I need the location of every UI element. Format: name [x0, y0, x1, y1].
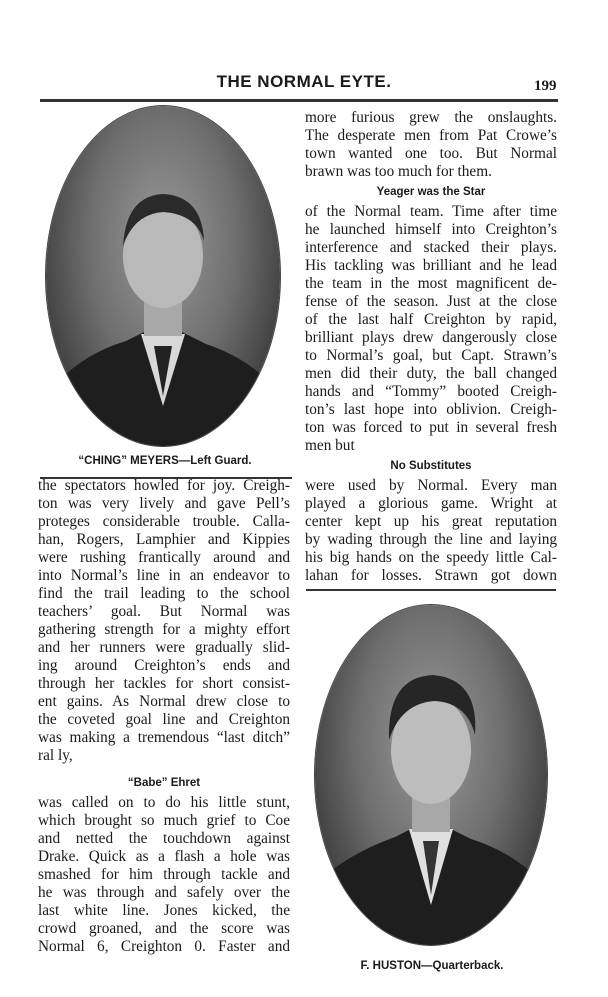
text-line: town wanted one too. But Normal	[305, 145, 557, 162]
photo-caption-right: F. HUSTON—Quarterback.	[360, 960, 504, 972]
text-line: the team in the most magnificent de-	[305, 275, 557, 292]
text-line: proteges considerable trouble. Calla-	[38, 513, 290, 530]
text-line: interference and stacked their plays.	[305, 239, 557, 256]
text-line: were used by Normal. Every man	[305, 477, 557, 494]
text-line: men did their duty, the ball changed	[305, 365, 557, 382]
text-line: ing around Creighton’s ends and	[38, 657, 290, 674]
text-line: last white line. Jones kicked, the	[38, 902, 290, 919]
text-line: ral ly,	[38, 747, 73, 764]
section-subheading: “Babe” Ehret	[127, 777, 201, 789]
text-line: was called on to do his little stunt,	[38, 794, 290, 811]
text-line: more furious grew the onslaughts.	[305, 109, 557, 126]
text-line: the spectators howled for joy. Creigh-	[38, 477, 290, 494]
text-line: brawn was too much for them.	[305, 163, 492, 180]
text-line: the coveted goal line and Creighton	[38, 711, 290, 728]
text-line: His tackling was brilliant and he lead	[305, 257, 557, 274]
text-line: center kept up his great reputation	[305, 513, 557, 530]
text-line: and netted the touchdown against	[38, 830, 290, 847]
header-rule	[40, 99, 558, 102]
right-column-rule	[306, 589, 556, 591]
text-line: find the trail leading to the school	[38, 585, 290, 602]
text-line: hands and “Tommy” booted Creigh-	[305, 383, 557, 400]
text-line: Drake. Quick as a flash a hole was	[38, 848, 290, 865]
text-line: played a glorious game. Wright at	[305, 495, 557, 512]
text-line: and her runners were gradually slid-	[38, 639, 290, 656]
left-column-text-1	[38, 477, 290, 765]
text-line: he launched himself into Creighton’s	[305, 221, 557, 238]
text-line: to Normal’s goal, but Capt. Strawn’s	[305, 347, 557, 364]
section-subheading: No Substitutes	[390, 460, 472, 472]
text-line: The desperate men from Pat Crowe’s	[305, 127, 557, 144]
left-column-text-2	[38, 772, 290, 956]
text-line: was making a tremendous “last ditch”	[38, 729, 290, 746]
text-line: were rushing frantically around and	[38, 549, 290, 566]
portrait-huston	[315, 605, 547, 945]
text-line: of the last half Creighton by rapid,	[305, 311, 557, 328]
text-line: lahan for losses. Strawn got down	[305, 567, 557, 584]
text-line: his big hands on the speedy little Cal-	[305, 549, 557, 566]
text-line: he was through and safely over the	[38, 884, 290, 901]
text-line: smashed for him through tackle and	[38, 866, 290, 883]
text-line: gathering strength for a mighty effort	[38, 621, 290, 638]
text-line: brilliant plays drew dangerously close	[305, 329, 557, 346]
text-line: teachers’ goal. But Normal was	[38, 603, 290, 620]
text-line: ton’s last hope into oblivion. Creigh-	[305, 401, 557, 418]
text-line: through her tackles for short consist-	[38, 675, 290, 692]
section-subheading: Yeager was the Star	[376, 186, 486, 198]
portrait-meyers	[46, 106, 280, 446]
photo-caption-left: “CHING” MEYERS—Left Guard.	[78, 455, 252, 467]
text-line: into Normal’s line in an endeavor to	[38, 567, 290, 584]
portrait-figure-icon	[315, 605, 547, 945]
text-line: han, Rogers, Lamphier and Kippies	[38, 531, 290, 548]
text-line: ent gains. As Normal drew close to	[38, 693, 290, 710]
text-line: Normal 6, Creighton 0. Faster and	[38, 938, 290, 955]
journal-title: THE NORMAL EYTE.	[216, 72, 392, 91]
text-line: ton was forced to put in several fresh	[305, 419, 557, 436]
text-line: fense of the season. Just at the close	[305, 293, 557, 310]
text-line: crowd groaned, and the score was	[38, 920, 290, 937]
text-line: by wading through the line and laying	[305, 531, 557, 548]
text-line: men but	[305, 437, 355, 454]
text-line: which brought so much grief to Coe	[38, 812, 290, 829]
page-number: 199	[534, 78, 557, 94]
text-line: ton was very lively and gave Pell’s	[38, 495, 290, 512]
text-line: of the Normal team. Time after time	[305, 203, 557, 220]
right-column-text	[305, 109, 557, 585]
portrait-figure-icon	[46, 106, 280, 446]
